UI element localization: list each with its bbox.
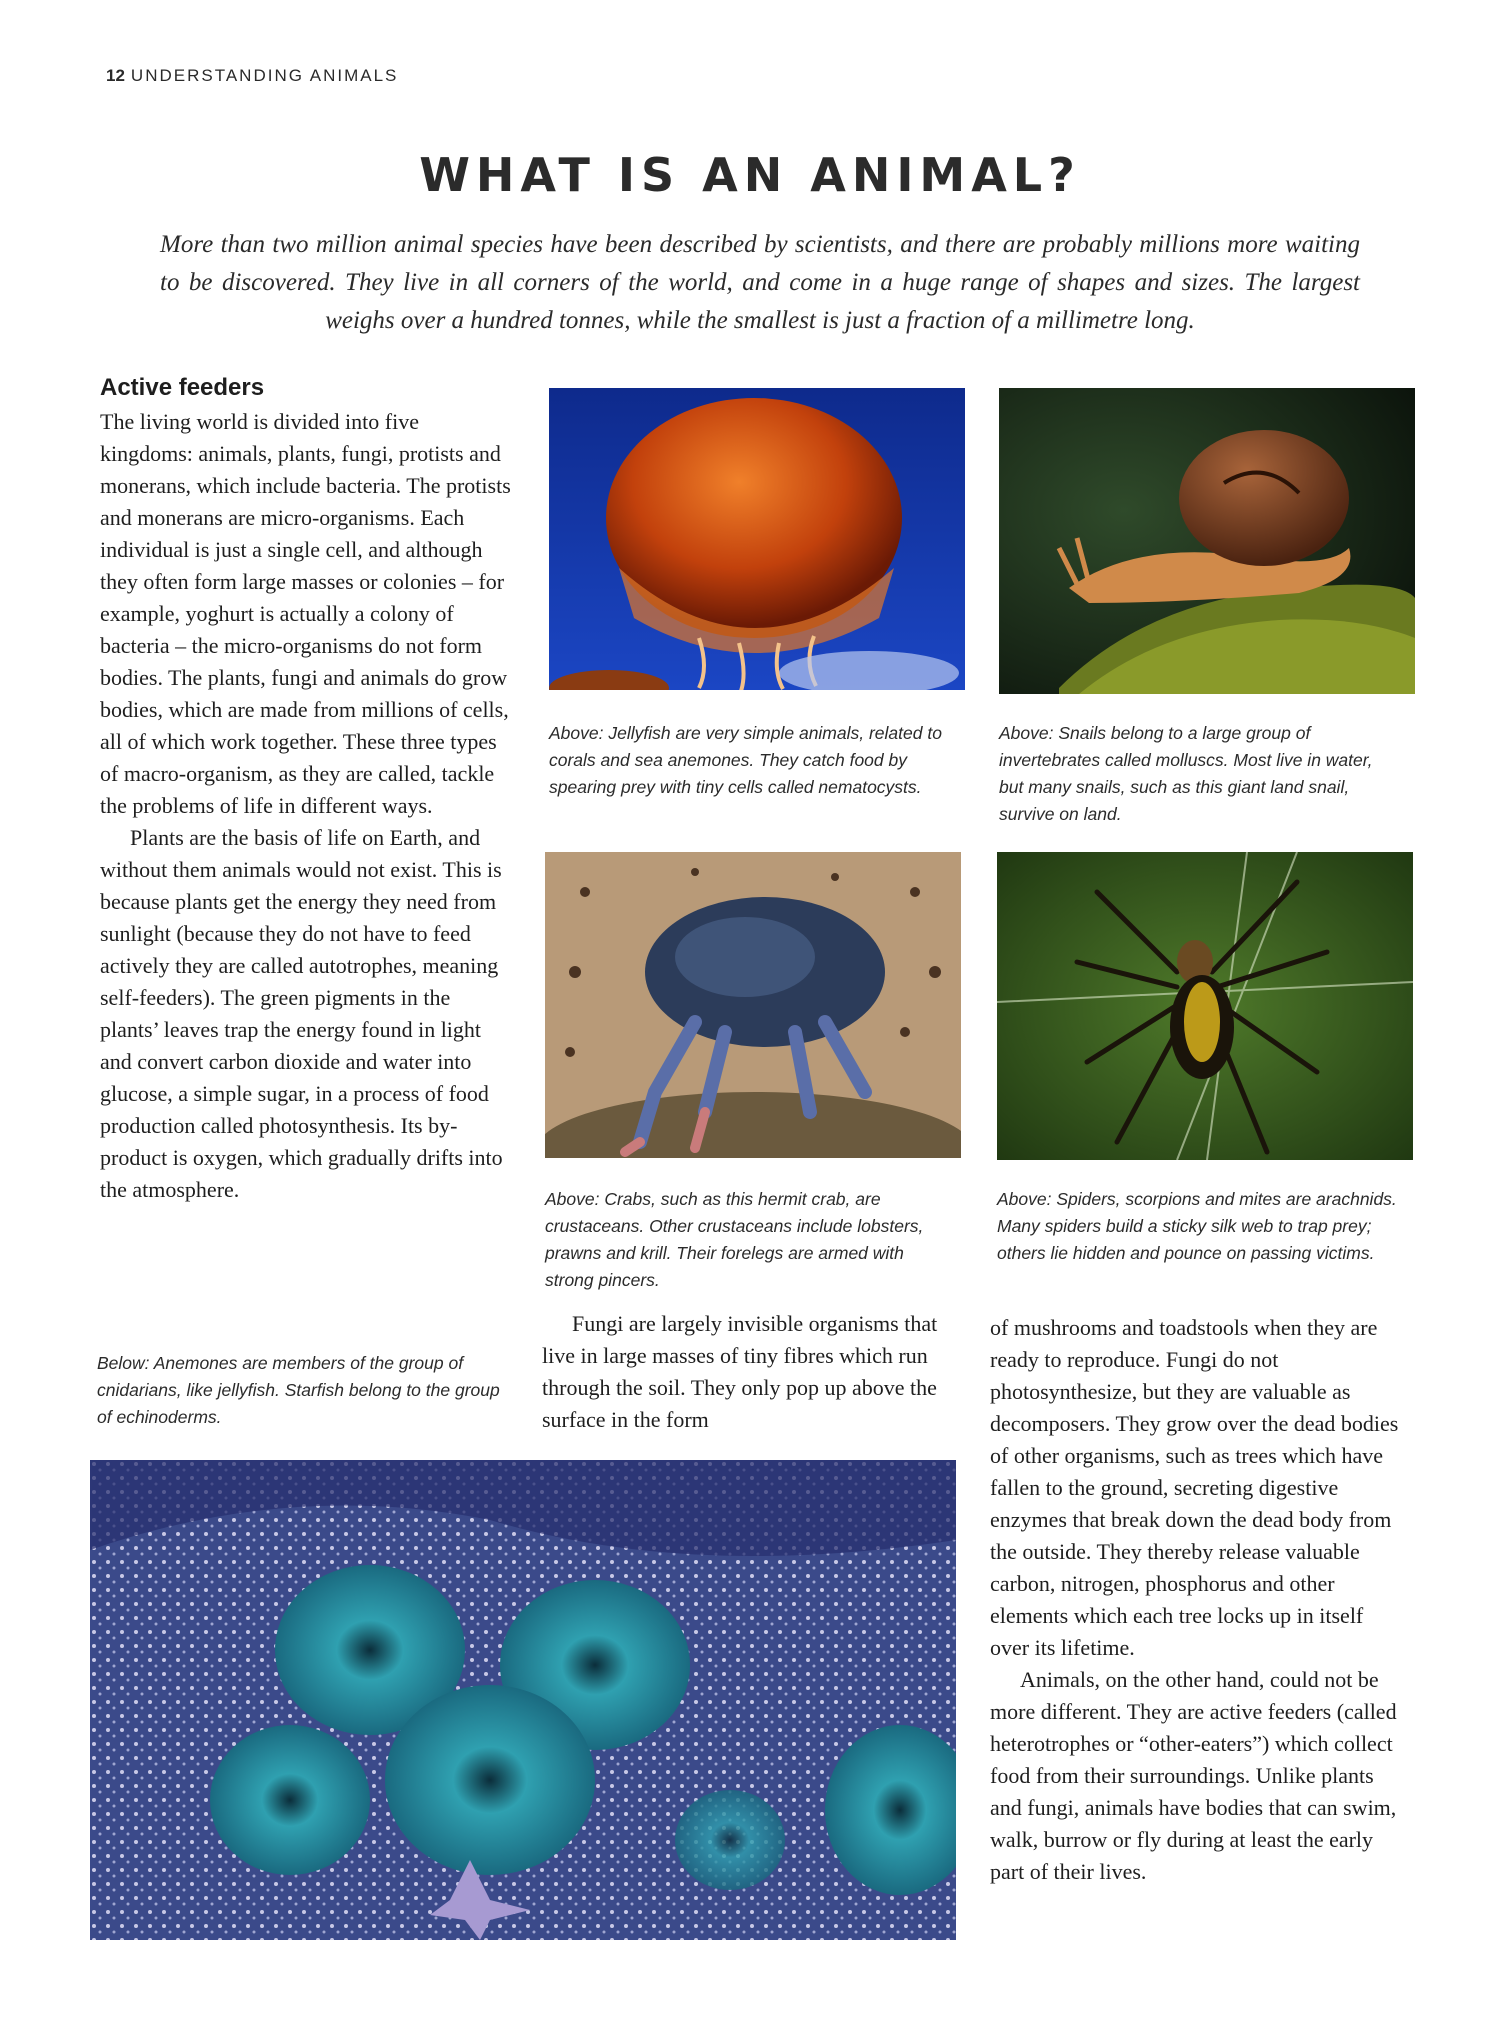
spider-photo (997, 852, 1413, 1160)
paragraph-fungi: Fungi are largely invisible organisms that live in large masses of tiny fibres which run through the soil. They only pop up above the surface in the form (542, 1311, 938, 1432)
subheading-active-feeders: Active feeders (100, 374, 265, 401)
paragraph-animals: Animals, on the other hand, could not be more different. They are active feeders (called heterotrophes or “other-eaters”) which collect food from their surroundings. Unlike plants and fungi, animals have bodies that can swim, walk, burrow or fly during at least the early part of their lives. (990, 1667, 1397, 1884)
caption-snail: Above: Snails belong to a large group of invertebrates called molluscs. Most live in water, but many snails, such as this giant land snail, survive on land. (999, 723, 1373, 824)
middle-column (542, 1308, 960, 1436)
caption-anemones: Below: Anemones are members of the group of cnidarians, like jellyfish. Starfish belong to the group of echinoderms. (97, 1353, 500, 1427)
hermit-crab-photo (545, 852, 961, 1158)
right-column (990, 1312, 1405, 1888)
anemones-photo (90, 1460, 956, 1940)
caption-crab: Above: Crabs, such as this hermit crab, are crustaceans. Other crustaceans include lobsters, prawns and krill. Their forelegs are armed with strong pincers. (545, 1189, 924, 1290)
paragraph-decomposers: of mushrooms and toadstools when they are ready to reproduce. Fungi do not photosynthesize, but they are valuable as decomposers. They grow over the dead bodies of other organisms, such as trees which have fallen to the ground, secreting digestive enzymes that break down the dead body from the outside. They thereby release valuable carbon, nitrogen, phosphorus and other elements which each tree locks up in itself over its lifetime. (990, 1315, 1399, 1660)
page-number: 12 (106, 66, 125, 85)
caption-spider: Above: Spiders, scorpions and mites are arachnids. Many spiders build a sticky silk web to trap prey; others lie hidden and pounce on passing victims. (997, 1189, 1397, 1263)
intro-paragraph: More than two million animal species have been described by scientists, and there are probably millions more waiting to be discovered. They live in all corners of the world, and come in a huge range of shapes and sizes. The largest weighs over a hundred tonnes, while the smallest is just a fraction of a millimetre long. (160, 231, 1360, 334)
page-title: WHAT IS AN ANIMAL? (419, 148, 1081, 202)
left-column (100, 372, 512, 1206)
section-title: UNDERSTANDING ANIMALS (130, 66, 399, 85)
paragraph-plants: Plants are the basis of life on Earth, and without them animals would not exist. This is because plants get the energy they need from sunlight (because they do not have to feed actively they are called autotrophes, meaning self-feeders). The green pigments in the plants’ leaves trap the energy found in light and convert carbon dioxide and water into glucose, a simple sugar, in a process of food production called photosynthesis. Its by-product is oxygen, which gradually drifts into the atmosphere. (100, 825, 503, 1202)
running-header (106, 66, 398, 86)
snail-photo (999, 388, 1415, 694)
jellyfish-photo (549, 388, 965, 690)
paragraph-kingdoms: The living world is divided into five kingdoms: animals, plants, fungi, protists and monerans, which include bacteria. The protists and monerans are micro-organisms. Each individual is just a single cell, and although they often form large masses or colonies – for example, yoghurt is actually a colony of bacteria – the micro-organisms do not form bodies. The plants, fungi and animals do grow bodies, which are made from millions of cells, all of which work together. These three types of macro-organism, as they are called, tackle the problems of life in different ways. (100, 409, 511, 818)
caption-jellyfish: Above: Jellyfish are very simple animals, related to corals and sea anemones. They catch food by spearing prey with tiny cells called nematocysts. (549, 723, 942, 797)
